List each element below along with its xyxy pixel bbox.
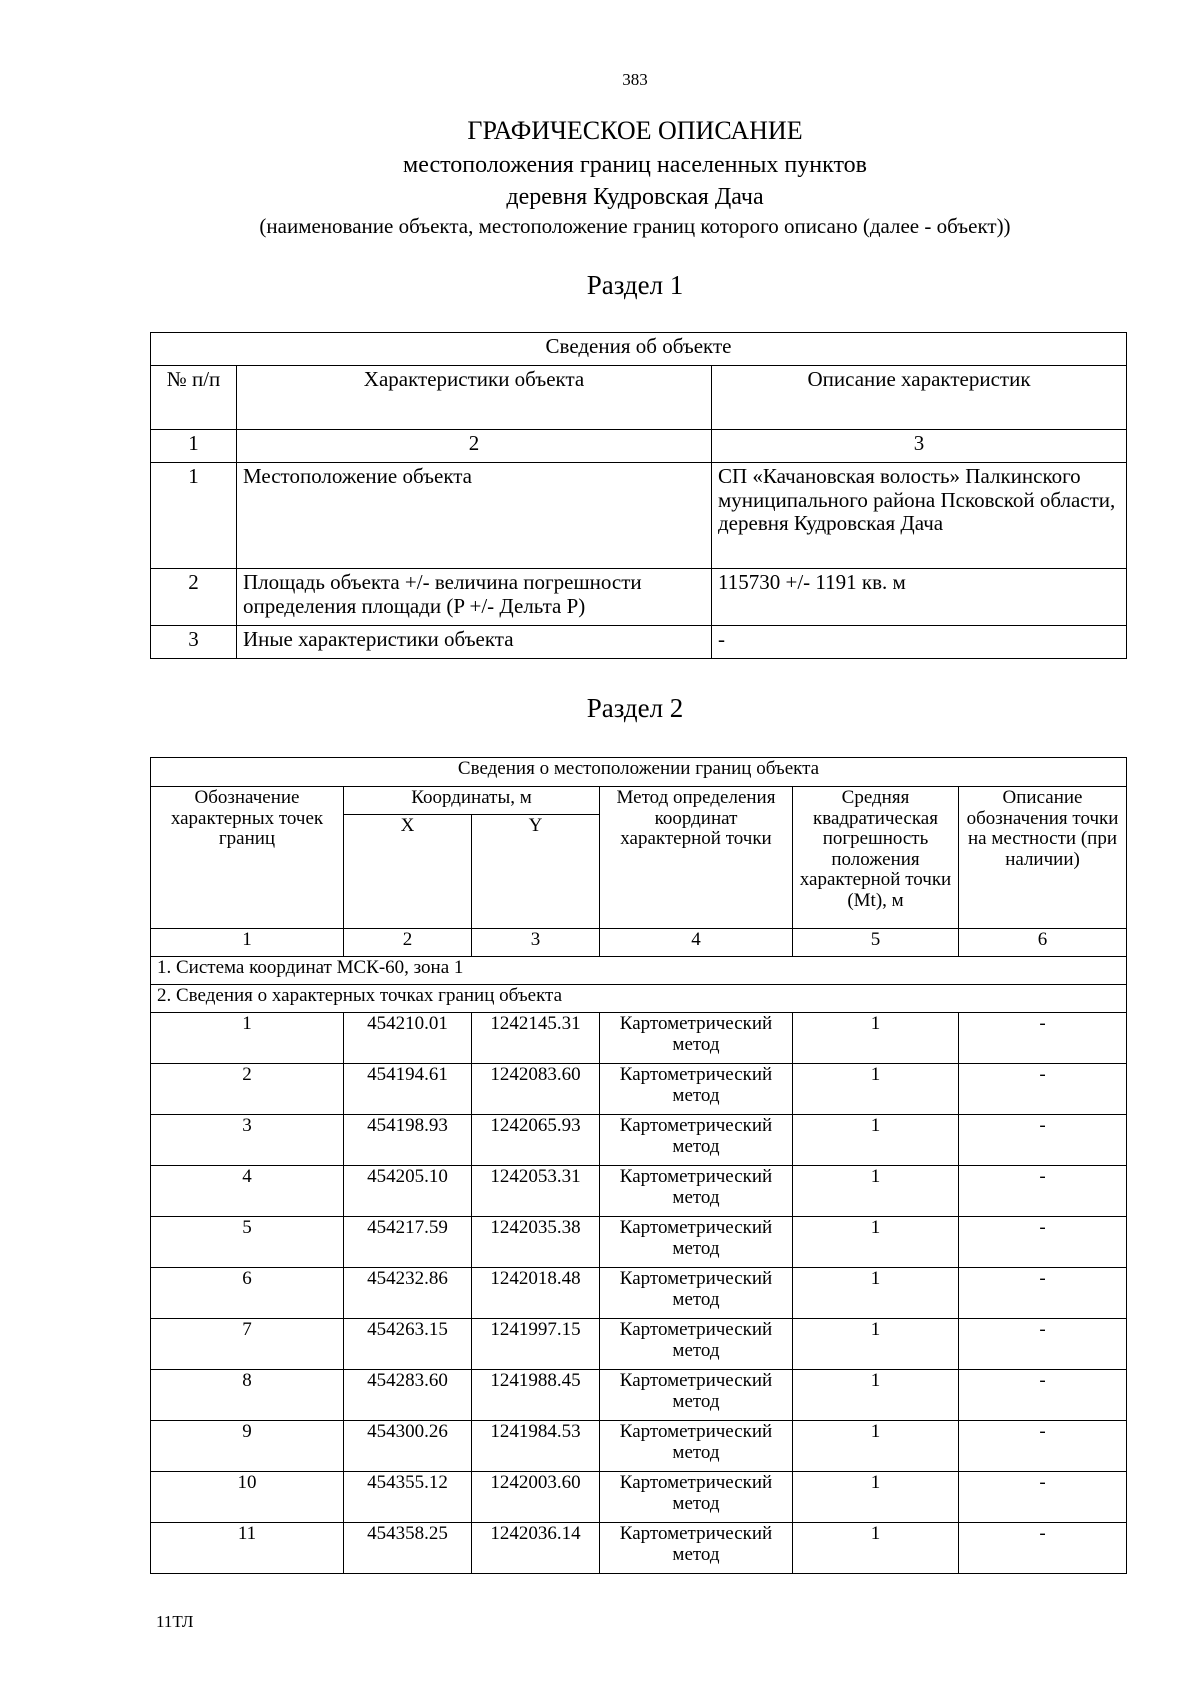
column-header-x: X bbox=[344, 815, 472, 929]
table-caption: Сведения об объекте bbox=[151, 333, 1127, 366]
point-y: 1242065.93 bbox=[472, 1115, 600, 1166]
point-id: 5 bbox=[151, 1217, 344, 1268]
column-index: 4 bbox=[600, 929, 793, 957]
point-y: 1242145.31 bbox=[472, 1013, 600, 1064]
point-note: - bbox=[959, 1472, 1127, 1523]
point-y: 1242083.60 bbox=[472, 1064, 600, 1115]
table-row bbox=[151, 1064, 1127, 1115]
column-index: 1 bbox=[151, 430, 237, 463]
table-row bbox=[151, 463, 1127, 569]
object-name-caption: (наименование объекта, местоположение границ которого описано (далее - объект)) bbox=[259, 214, 1011, 238]
point-y: 1242035.38 bbox=[472, 1217, 600, 1268]
point-error: 1 bbox=[793, 1523, 959, 1574]
column-header-point: Обозначение характерных точек границ bbox=[151, 787, 344, 929]
point-error: 1 bbox=[793, 1268, 959, 1319]
row-characteristic: Местоположение объекта bbox=[237, 463, 712, 569]
point-note: - bbox=[959, 1217, 1127, 1268]
point-id: 2 bbox=[151, 1064, 344, 1115]
point-y: 1242003.60 bbox=[472, 1472, 600, 1523]
table-row bbox=[151, 1370, 1127, 1421]
point-id: 4 bbox=[151, 1166, 344, 1217]
column-header-description: Описание характеристик bbox=[712, 366, 1127, 430]
object-name: деревня Кудровская Дача bbox=[506, 184, 764, 210]
row-characteristic: Площадь объекта +/- величина погрешности определения площади (P +/- Дельта P) bbox=[237, 569, 712, 626]
point-note: - bbox=[959, 1523, 1127, 1574]
row-number: 2 bbox=[151, 569, 237, 626]
point-id: 10 bbox=[151, 1472, 344, 1523]
column-header-error: Средняя квадратическая погрешность положения характерной точки (Mt), м bbox=[793, 787, 959, 929]
table-row bbox=[151, 569, 1127, 626]
table-row bbox=[151, 626, 1127, 659]
point-note: - bbox=[959, 1268, 1127, 1319]
boundary-points-table bbox=[150, 757, 1127, 1574]
column-header-method: Метод определения координат характерной точки bbox=[600, 787, 793, 929]
point-x: 454210.01 bbox=[344, 1013, 472, 1064]
column-index: 2 bbox=[344, 929, 472, 957]
column-index: 6 bbox=[959, 929, 1127, 957]
row-description: СП «Качановская волость» Палкинского муниципального района Псковской области, деревня Кудровская Дача bbox=[712, 463, 1127, 569]
point-id: 6 bbox=[151, 1268, 344, 1319]
point-error: 1 bbox=[793, 1166, 959, 1217]
object-info-table bbox=[150, 332, 1127, 659]
column-header-characteristics: Характеристики объекта bbox=[237, 366, 712, 430]
point-method: Картометрический метод bbox=[600, 1166, 793, 1217]
column-index: 2 bbox=[237, 430, 712, 463]
point-x: 454217.59 bbox=[344, 1217, 472, 1268]
point-method: Картометрический метод bbox=[600, 1115, 793, 1166]
section1-title: Раздел 1 bbox=[586, 270, 684, 300]
point-method: Картометрический метод bbox=[600, 1421, 793, 1472]
column-index: 3 bbox=[472, 929, 600, 957]
point-method: Картометрический метод bbox=[600, 1370, 793, 1421]
point-id: 1 bbox=[151, 1013, 344, 1064]
point-method: Картометрический метод bbox=[600, 1064, 793, 1115]
point-error: 1 bbox=[793, 1319, 959, 1370]
table-row bbox=[151, 1319, 1127, 1370]
table-caption: Сведения о местоположении границ объекта bbox=[151, 758, 1127, 787]
table-row bbox=[151, 1115, 1127, 1166]
point-x: 454300.26 bbox=[344, 1421, 472, 1472]
point-method: Картометрический метод bbox=[600, 1013, 793, 1064]
point-id: 9 bbox=[151, 1421, 344, 1472]
point-error: 1 bbox=[793, 1064, 959, 1115]
row-characteristic: Иные характеристики объекта bbox=[237, 626, 712, 659]
row-number: 3 bbox=[151, 626, 237, 659]
point-y: 1241984.53 bbox=[472, 1421, 600, 1472]
column-index: 1 bbox=[151, 929, 344, 957]
point-note: - bbox=[959, 1115, 1127, 1166]
table-row bbox=[151, 1472, 1127, 1523]
point-x: 454355.12 bbox=[344, 1472, 472, 1523]
point-method: Картометрический метод bbox=[600, 1319, 793, 1370]
point-x: 454198.93 bbox=[344, 1115, 472, 1166]
document-subtitle: местоположения границ населенных пунктов bbox=[403, 152, 867, 178]
table-row bbox=[151, 1013, 1127, 1064]
point-method: Картометрический метод bbox=[600, 1217, 793, 1268]
row-description: 115730 +/- 1191 кв. м bbox=[712, 569, 1127, 626]
column-header-note: Описание обозначения точки на местности (при наличии) bbox=[959, 787, 1127, 929]
point-note: - bbox=[959, 1064, 1127, 1115]
column-header-num: № п/п bbox=[151, 366, 237, 430]
column-index: 5 bbox=[793, 929, 959, 957]
table-row bbox=[151, 1523, 1127, 1574]
footer-code: 11ТЛ bbox=[156, 1612, 194, 1631]
column-header-coords: Координаты, м bbox=[344, 787, 600, 815]
point-error: 1 bbox=[793, 1217, 959, 1268]
point-y: 1241997.15 bbox=[472, 1319, 600, 1370]
page-number: 383 bbox=[622, 70, 648, 89]
point-error: 1 bbox=[793, 1013, 959, 1064]
row-description: - bbox=[712, 626, 1127, 659]
point-x: 454283.60 bbox=[344, 1370, 472, 1421]
section2-title: Раздел 2 bbox=[586, 693, 684, 723]
point-note: - bbox=[959, 1319, 1127, 1370]
point-error: 1 bbox=[793, 1472, 959, 1523]
point-method: Картометрический метод bbox=[600, 1472, 793, 1523]
point-id: 11 bbox=[151, 1523, 344, 1574]
point-y: 1241988.45 bbox=[472, 1370, 600, 1421]
column-index: 3 bbox=[712, 430, 1127, 463]
point-error: 1 bbox=[793, 1370, 959, 1421]
row-number: 1 bbox=[151, 463, 237, 569]
point-x: 454205.10 bbox=[344, 1166, 472, 1217]
table-row bbox=[151, 1421, 1127, 1472]
point-note: - bbox=[959, 1370, 1127, 1421]
table-row bbox=[151, 1166, 1127, 1217]
point-id: 7 bbox=[151, 1319, 344, 1370]
point-note: - bbox=[959, 1013, 1127, 1064]
point-x: 454263.15 bbox=[344, 1319, 472, 1370]
point-method: Картометрический метод bbox=[600, 1523, 793, 1574]
point-error: 1 bbox=[793, 1115, 959, 1166]
table-row bbox=[151, 1217, 1127, 1268]
point-note: - bbox=[959, 1166, 1127, 1217]
document-title: ГРАФИЧЕСКОЕ ОПИСАНИЕ bbox=[467, 116, 803, 145]
column-header-y: Y bbox=[472, 815, 600, 929]
point-x: 454194.61 bbox=[344, 1064, 472, 1115]
point-x: 454358.25 bbox=[344, 1523, 472, 1574]
point-method: Картометрический метод bbox=[600, 1268, 793, 1319]
point-y: 1242053.31 bbox=[472, 1166, 600, 1217]
table-row bbox=[151, 1268, 1127, 1319]
point-y: 1242036.14 bbox=[472, 1523, 600, 1574]
point-error: 1 bbox=[793, 1421, 959, 1472]
point-id: 3 bbox=[151, 1115, 344, 1166]
coordinate-system-row: 1. Система координат МСК-60, зона 1 bbox=[151, 957, 1127, 985]
point-id: 8 bbox=[151, 1370, 344, 1421]
point-note: - bbox=[959, 1421, 1127, 1472]
point-y: 1242018.48 bbox=[472, 1268, 600, 1319]
point-x: 454232.86 bbox=[344, 1268, 472, 1319]
points-heading-row: 2. Сведения о характерных точках границ объекта bbox=[151, 985, 1127, 1013]
